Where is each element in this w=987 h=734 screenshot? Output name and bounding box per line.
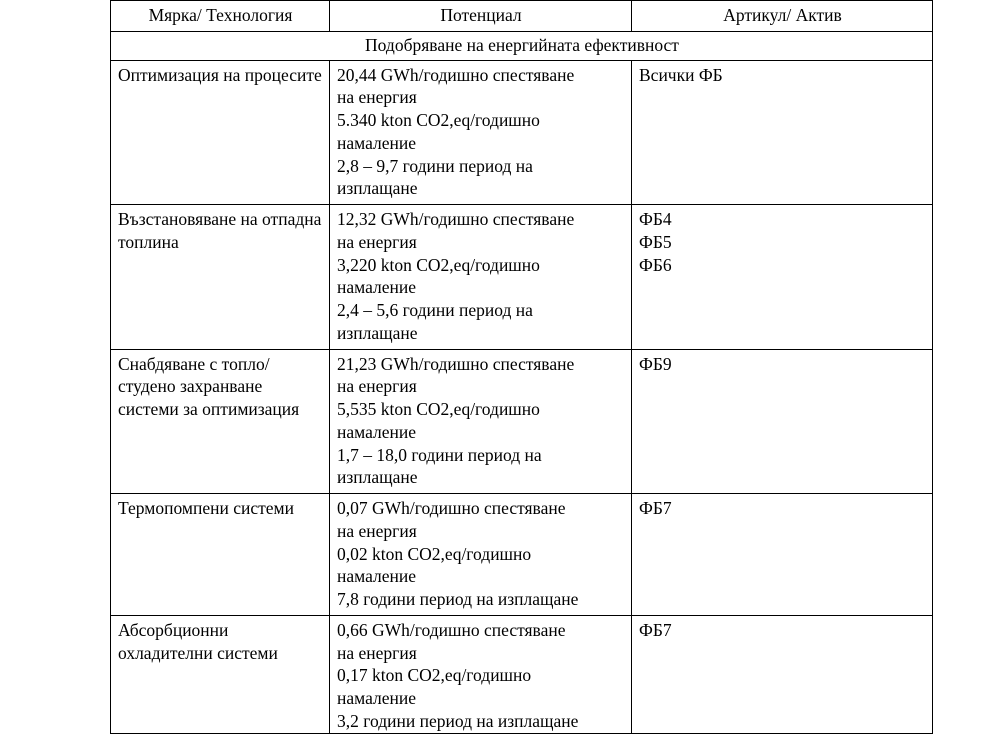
- asset-line: ФБ7: [639, 498, 672, 518]
- table-header-row: [111, 1, 933, 32]
- potential-line: 0,07 GWh/годишно спестяване: [337, 498, 566, 518]
- table-body: [111, 31, 933, 733]
- potential-line: 2,8 – 9,7 години период на: [337, 155, 533, 176]
- column-header-measure: Мярка/ Технология: [111, 1, 330, 32]
- potential-line: 21,23 GWh/годишно спестяване: [337, 353, 575, 374]
- table-row: [111, 615, 933, 733]
- table-row: [111, 494, 933, 616]
- cell-asset: [632, 615, 933, 733]
- table-section-row: [111, 31, 933, 60]
- potential-line: намаление: [337, 566, 417, 587]
- potential-line: 1,7 – 18,0 години период на: [337, 444, 542, 465]
- asset-line: ФБ6: [639, 254, 672, 275]
- potential-line: намаление: [337, 688, 417, 708]
- energy-efficiency-table: [110, 0, 933, 734]
- potential-line: 5,535 kton CO2,eq/годишно: [337, 399, 540, 419]
- table-row: [111, 60, 933, 205]
- potential-line: на енергия: [337, 231, 417, 252]
- asset-line: ФБ5: [639, 231, 672, 252]
- potential-line: 5.340 kton CO2,eq/годишно: [337, 110, 540, 130]
- potential-line: намаление: [337, 277, 417, 298]
- cell-potential: [330, 494, 632, 616]
- potential-line: изплащане: [337, 322, 418, 343]
- column-header-asset: Артикул/ Актив: [632, 1, 933, 32]
- cell-asset: [632, 205, 933, 350]
- potential-line: на енергия: [337, 376, 417, 397]
- potential-line: на енергия: [337, 642, 417, 663]
- cell-potential: [330, 205, 632, 350]
- cell-asset: [632, 60, 933, 205]
- table-row: [111, 349, 933, 494]
- cell-measure: Възстановяване на отпадна топлина: [111, 205, 330, 350]
- table-section-title: Подобряване на енергийната ефективност: [111, 31, 933, 60]
- potential-line: 20,44 GWh/годишно спестяване: [337, 64, 575, 85]
- potential-line: 7,8 години период на изплащане: [337, 589, 579, 609]
- potential-line: 0,66 GWh/годишно спестяване: [337, 619, 566, 640]
- potential-line: 12,32 GWh/годишно спестяване: [337, 209, 575, 229]
- potential-line: 2,4 – 5,6 години период на: [337, 300, 533, 320]
- asset-line: ФБ7: [639, 619, 672, 640]
- potential-line: 3,2 години период на изплащане: [337, 710, 579, 731]
- potential-line: 0,17 kton CO2,eq/годишно: [337, 665, 532, 686]
- potential-line: на енергия: [337, 520, 417, 541]
- cell-measure: Абсорбционни охладителни системи: [111, 615, 330, 733]
- cell-measure: Снабдяване с топло/студено захранване системи за оптимизация: [111, 349, 330, 494]
- asset-line: ФБ9: [639, 353, 672, 374]
- table-row: [111, 205, 933, 350]
- column-header-potential: Потенциал: [330, 1, 632, 32]
- potential-line: намаление: [337, 132, 417, 153]
- cell-measure: Термопомпени системи: [111, 494, 330, 616]
- cell-measure: Оптимизация на процесите: [111, 60, 330, 205]
- cell-asset: [632, 349, 933, 494]
- cell-asset: [632, 494, 933, 616]
- potential-line: 3,220 kton CO2,eq/годишно: [337, 254, 540, 275]
- asset-line: ФБ4: [639, 209, 672, 229]
- potential-line: намаление: [337, 421, 417, 442]
- potential-line: на енергия: [337, 87, 417, 108]
- potential-line: изплащане: [337, 178, 418, 199]
- table-header: [111, 1, 933, 32]
- potential-line: изплащане: [337, 467, 418, 488]
- cell-potential: [330, 615, 632, 733]
- asset-line: Всички ФБ: [639, 64, 723, 85]
- cell-potential: [330, 349, 632, 494]
- cell-potential: [330, 60, 632, 205]
- potential-line: 0,02 kton CO2,eq/годишно: [337, 543, 532, 564]
